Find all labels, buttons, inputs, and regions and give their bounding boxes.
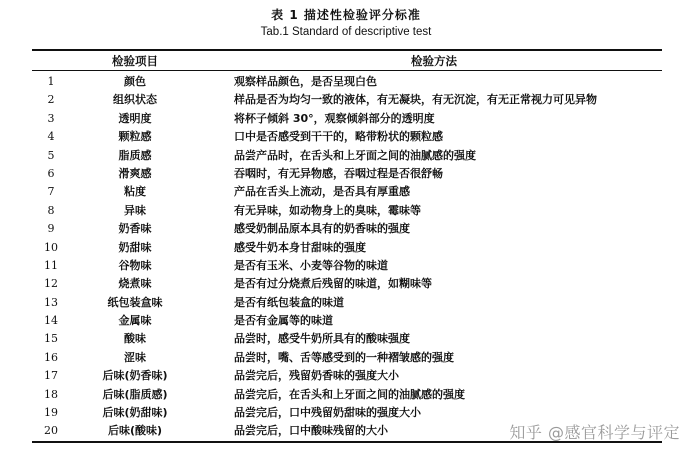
row-number: 19 [44,406,58,420]
table-row [0,73,692,91]
row-number: 15 [44,332,58,346]
table-row [0,110,692,128]
test-method: 品尝时，嘴、舌等感受到的一种褶皱感的强度 [234,350,454,364]
table-row [0,165,692,183]
row-number: 13 [44,295,58,309]
test-item: 脂质感 [118,148,152,162]
test-item: 奶甜味 [118,240,152,254]
test-method: 吞咽时，有无异物感，吞咽过程是否很舒畅 [234,166,443,180]
row-number: 5 [47,148,55,162]
row-number: 1 [47,75,55,88]
test-method: 是否有纸包装盒的味道 [234,295,344,309]
test-item: 纸包装盒味 [107,295,163,309]
row-number: 10 [44,240,58,254]
test-item: 后味(奶甜味) [102,406,168,420]
test-method: 口中是否感受到干干的，略带粉状的颗粒感 [234,130,443,144]
table-row [0,330,692,348]
row-number: 17 [44,369,58,383]
test-item: 烧煮味 [118,277,152,291]
row-number: 14 [44,314,58,328]
test-item: 奶香味 [118,222,152,236]
table-row [0,367,692,385]
test-method: 感受牛奶本身甘甜味的强度 [234,240,366,254]
row-number: 20 [44,424,58,438]
test-method: 是否有玉米、小麦等谷物的味道 [234,258,388,272]
test-method: 产品在舌头上流动，是否具有厚重感 [234,185,410,199]
test-item: 颜色 [124,75,146,88]
test-method: 将杯子倾斜 30°，观察倾斜部分的透明度 [234,111,435,125]
test-item: 透明度 [118,111,152,125]
row-number: 4 [47,130,55,144]
table-row [0,220,692,238]
table-row [0,257,692,275]
table-row [0,349,692,367]
test-item: 酸味 [124,332,146,346]
test-item: 粘度 [124,185,146,199]
row-number: 7 [47,185,55,199]
test-method: 有无异味，如动物身上的臭味，霉味等 [234,203,421,217]
test-item: 后味(酸味) [107,424,163,438]
test-item: 组织状态 [113,93,157,107]
column-header-item: 检验项目 [112,54,158,68]
test-item: 金属味 [118,314,152,328]
row-number: 8 [47,203,55,217]
test-method: 是否有金属等的味道 [234,314,333,328]
row-number: 12 [44,277,58,291]
test-item: 颗粒感 [118,130,152,144]
table-row [0,183,692,201]
table-body [0,73,692,441]
row-number: 3 [47,111,55,125]
row-number: 16 [44,350,58,364]
column-header-method: 检验方法 [411,54,457,68]
test-method: 品尝产品时，在舌头和上牙面之间的油腻感的强度 [234,148,476,162]
table-header-rule [32,70,662,71]
test-item: 后味(奶香味) [102,369,168,383]
watermark: 知乎 @感官科学与评定 [509,423,680,442]
test-method: 观察样品颜色，是否呈现白色 [234,75,377,88]
test-item: 异味 [124,203,146,217]
table-row [0,386,692,404]
table-top-rule [32,49,662,51]
table-row [0,202,692,220]
table-caption-chinese: 表 1 描述性检验评分标准 [271,8,421,22]
row-number: 9 [47,222,55,236]
row-number: 2 [47,93,55,107]
test-method: 品尝完后，口中残留奶甜味的强度大小 [234,406,421,420]
test-method: 品尝完后，残留奶香味的强度大小 [234,369,399,383]
test-method: 感受奶制品原本具有的奶香味的强度 [234,222,410,236]
test-method: 是否有过分烧煮后残留的味道，如糊味等 [234,277,432,291]
table-row [0,275,692,293]
table-row [0,128,692,146]
test-method: 样品是否为均匀一致的液体，有无凝块，有无沉淀，有无正常视力可见异物 [234,93,597,107]
test-item: 后味(脂质感) [102,387,168,401]
test-method: 品尝完后，口中酸味残留的大小 [234,424,388,438]
table-row [0,147,692,165]
table-row [0,294,692,312]
table-row [0,91,692,109]
test-item: 滑爽感 [118,166,152,180]
test-method: 品尝完后，在舌头和上牙面之间的油腻感的强度 [234,387,465,401]
row-number: 11 [44,258,58,272]
table-row [0,239,692,257]
row-number: 18 [44,387,58,401]
test-item: 涩味 [124,350,146,364]
table-caption-english: Tab.1 Standard of descriptive test [260,26,432,38]
test-item: 谷物味 [118,258,152,272]
test-method: 品尝时，感受牛奶所具有的酸味强度 [234,332,410,346]
table-row [0,312,692,330]
row-number: 6 [47,166,55,180]
